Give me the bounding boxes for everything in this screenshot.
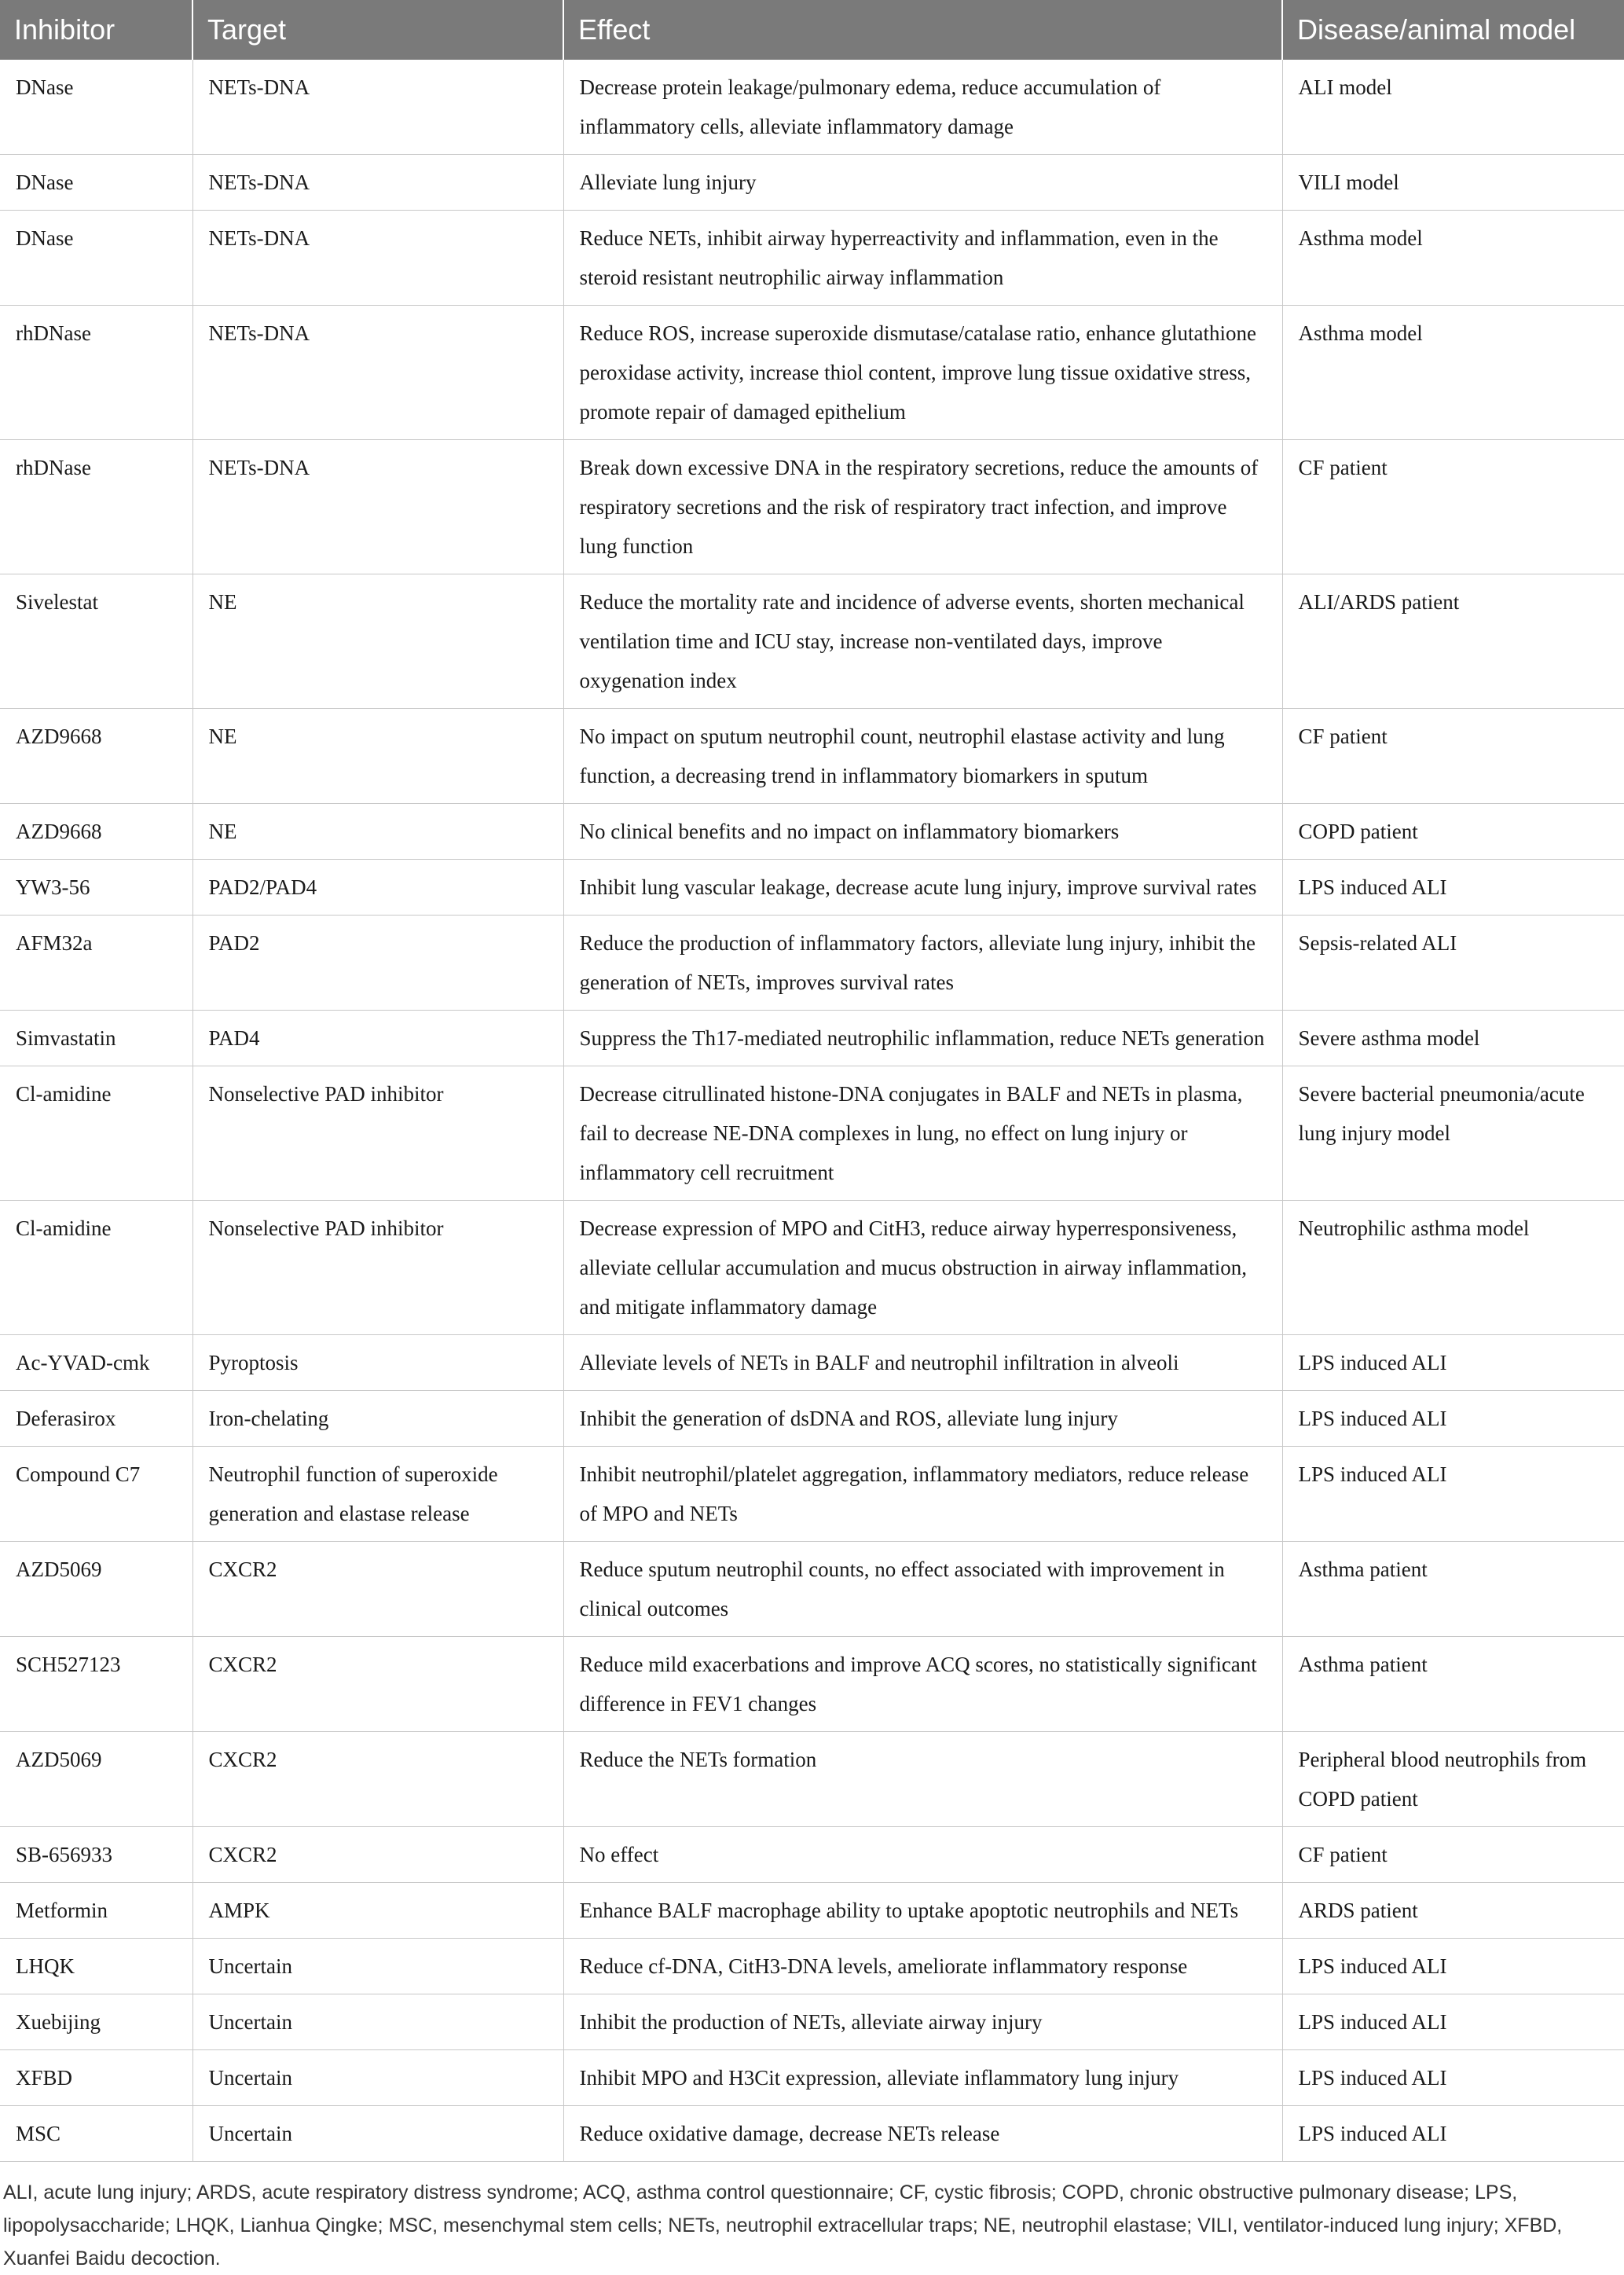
header-target: Target [192,0,563,60]
cell-disease-model: LPS induced ALI [1282,1994,1624,2050]
cell-target: CXCR2 [192,1637,563,1732]
header-disease-model: Disease/animal model [1282,0,1624,60]
cell-target: NETs-DNA [192,60,563,155]
cell-inhibitor: Compound C7 [0,1447,192,1542]
cell-effect: Alleviate levels of NETs in BALF and neutrophil infiltration in alveoli [563,1335,1282,1391]
table-row [0,1447,1624,1542]
cell-disease-model: LPS induced ALI [1282,1939,1624,1994]
table-row [0,1335,1624,1391]
cell-disease-model: Peripheral blood neutrophils from COPD patient [1282,1732,1624,1827]
cell-inhibitor: SB-656933 [0,1827,192,1883]
cell-target: Uncertain [192,1994,563,2050]
table-row [0,60,1624,155]
cell-disease-model: LPS induced ALI [1282,1335,1624,1391]
table-row [0,1011,1624,1066]
table-row [0,1201,1624,1335]
cell-effect: Reduce mild exacerbations and improve ACQ scores, no statistically significant difference in FEV1 changes [563,1637,1282,1732]
cell-disease-model: Asthma patient [1282,1542,1624,1637]
cell-target: Pyroptosis [192,1335,563,1391]
table-row [0,2050,1624,2106]
cell-effect: Decrease citrullinated histone-DNA conjugates in BALF and NETs in plasma, fail to decrease NE-DNA complexes in lung, no effect on lung injury or inflammatory cell recruitment [563,1066,1282,1201]
cell-effect: Inhibit neutrophil/platelet aggregation, inflammatory mediators, reduce release of MPO and NETs [563,1447,1282,1542]
cell-inhibitor: AZD5069 [0,1732,192,1827]
table-row [0,155,1624,211]
cell-disease-model: ARDS patient [1282,1883,1624,1939]
table-row [0,1066,1624,1201]
cell-effect: Inhibit MPO and H3Cit expression, alleviate inflammatory lung injury [563,2050,1282,2106]
table-row [0,2106,1624,2162]
cell-disease-model: ALI/ARDS patient [1282,574,1624,709]
cell-target: NETs-DNA [192,155,563,211]
table-row [0,1542,1624,1637]
table-row [0,804,1624,860]
table-row [0,211,1624,306]
cell-target: PAD2 [192,916,563,1011]
cell-effect: Inhibit lung vascular leakage, decrease acute lung injury, improve survival rates [563,860,1282,916]
cell-effect: Reduce the production of inflammatory factors, alleviate lung injury, inhibit the generation of NETs, improves survival rates [563,916,1282,1011]
cell-target: Uncertain [192,2050,563,2106]
table-row [0,1391,1624,1447]
cell-target: Iron-chelating [192,1391,563,1447]
cell-inhibitor: rhDNase [0,306,192,440]
cell-effect: Suppress the Th17-mediated neutrophilic inflammation, reduce NETs generation [563,1011,1282,1066]
cell-effect: Reduce the mortality rate and incidence of adverse events, shorten mechanical ventilation time and ICU stay, increase non-ventilated days, improve oxygenation index [563,574,1282,709]
cell-target: Uncertain [192,2106,563,2162]
cell-effect: Inhibit the generation of dsDNA and ROS, alleviate lung injury [563,1391,1282,1447]
cell-target: NETs-DNA [192,440,563,574]
cell-effect: Inhibit the production of NETs, alleviate airway injury [563,1994,1282,2050]
cell-disease-model: VILI model [1282,155,1624,211]
table-row [0,1994,1624,2050]
cell-target: Neutrophil function of superoxide generation and elastase release [192,1447,563,1542]
cell-target: PAD2/PAD4 [192,860,563,916]
cell-target: Nonselective PAD inhibitor [192,1201,563,1335]
cell-effect: Reduce sputum neutrophil counts, no effect associated with improvement in clinical outcomes [563,1542,1282,1637]
table-header [0,0,1624,60]
header-inhibitor: Inhibitor [0,0,192,60]
cell-inhibitor: Cl-amidine [0,1201,192,1335]
cell-inhibitor: DNase [0,211,192,306]
cell-disease-model: LPS induced ALI [1282,1391,1624,1447]
cell-target: NETs-DNA [192,211,563,306]
cell-inhibitor: YW3-56 [0,860,192,916]
cell-target: NETs-DNA [192,306,563,440]
cell-disease-model: COPD patient [1282,804,1624,860]
cell-inhibitor: Cl-amidine [0,1066,192,1201]
cell-disease-model: ALI model [1282,60,1624,155]
cell-inhibitor: MSC [0,2106,192,2162]
cell-inhibitor: DNase [0,60,192,155]
cell-inhibitor: Ac-YVAD-cmk [0,1335,192,1391]
cell-disease-model: Asthma model [1282,211,1624,306]
cell-disease-model: LPS induced ALI [1282,2106,1624,2162]
cell-inhibitor: XFBD [0,2050,192,2106]
cell-effect: Reduce oxidative damage, decrease NETs release [563,2106,1282,2162]
table-row [0,1637,1624,1732]
cell-inhibitor: Xuebijing [0,1994,192,2050]
cell-inhibitor: DNase [0,155,192,211]
table-row [0,1827,1624,1883]
table-row [0,916,1624,1011]
cell-effect: No clinical benefits and no impact on inflammatory biomarkers [563,804,1282,860]
cell-effect: Decrease expression of MPO and CitH3, reduce airway hyperresponsiveness, alleviate cellular accumulation and mucus obstruction in airway inflammation, and mitigate inflammatory damage [563,1201,1282,1335]
cell-effect: Decrease protein leakage/pulmonary edema, reduce accumulation of inflammatory cells, alleviate inflammatory damage [563,60,1282,155]
cell-disease-model: Severe bacterial pneumonia/acute lung injury model [1282,1066,1624,1201]
cell-disease-model: LPS induced ALI [1282,1447,1624,1542]
cell-disease-model: CF patient [1282,709,1624,804]
cell-inhibitor: SCH527123 [0,1637,192,1732]
table-row [0,1883,1624,1939]
cell-inhibitor: Deferasirox [0,1391,192,1447]
cell-effect: Enhance BALF macrophage ability to uptake apoptotic neutrophils and NETs [563,1883,1282,1939]
cell-inhibitor: AFM32a [0,916,192,1011]
cell-disease-model: Asthma model [1282,306,1624,440]
cell-effect: No impact on sputum neutrophil count, neutrophil elastase activity and lung function, a decreasing trend in inflammatory biomarkers in sputum [563,709,1282,804]
table-row [0,860,1624,916]
cell-disease-model: CF patient [1282,440,1624,574]
cell-target: NE [192,709,563,804]
cell-target: NE [192,574,563,709]
cell-disease-model: Asthma patient [1282,1637,1624,1732]
cell-disease-model: LPS induced ALI [1282,860,1624,916]
table-row [0,440,1624,574]
table-row [0,306,1624,440]
cell-disease-model: LPS induced ALI [1282,2050,1624,2106]
cell-target: PAD4 [192,1011,563,1066]
table-footnote: ALI, acute lung injury; ARDS, acute respiratory distress syndrome; ACQ, asthma control questionnaire; CF, cystic fibrosis; COPD, chronic obstructive pulmonary disease; LPS, lipopolysaccharide; LHQK, Lianhua Qingke; MSC, mesenchymal stem cells; NETs, neutrophil extracellular traps; NE, neutrophil elastase; VILI, ventilator-induced lung injury; XFBD, Xuanfei Baidu decoction. [3,2181,1563,2269]
cell-effect: Alleviate lung injury [563,155,1282,211]
cell-inhibitor: rhDNase [0,440,192,574]
cell-effect: Reduce ROS, increase superoxide dismutase/catalase ratio, enhance glutathione peroxidase activity, increase thiol content, improve lung tissue oxidative stress, promote repair of damaged epithelium [563,306,1282,440]
cell-disease-model: Severe asthma model [1282,1011,1624,1066]
table-row [0,1939,1624,1994]
header-effect: Effect [563,0,1282,60]
cell-inhibitor: Simvastatin [0,1011,192,1066]
cell-target: CXCR2 [192,1542,563,1637]
cell-inhibitor: LHQK [0,1939,192,1994]
cell-target: CXCR2 [192,1732,563,1827]
cell-target: NE [192,804,563,860]
cell-effect: Reduce the NETs formation [563,1732,1282,1827]
table-body [0,60,1624,2162]
cell-effect: Reduce NETs, inhibit airway hyperreactivity and inflammation, even in the steroid resistant neutrophilic airway inflammation [563,211,1282,306]
cell-effect: Break down excessive DNA in the respiratory secretions, reduce the amounts of respiratory secretions and the risk of respiratory tract infection, and improve lung function [563,440,1282,574]
cell-disease-model: CF patient [1282,1827,1624,1883]
cell-inhibitor: AZD5069 [0,1542,192,1637]
cell-inhibitor: Metformin [0,1883,192,1939]
cell-target: Uncertain [192,1939,563,1994]
table-row [0,1732,1624,1827]
cell-target: Nonselective PAD inhibitor [192,1066,563,1201]
cell-target: CXCR2 [192,1827,563,1883]
header-row [0,0,1624,60]
cell-disease-model: Sepsis-related ALI [1282,916,1624,1011]
cell-inhibitor: Sivelestat [0,574,192,709]
cell-effect: Reduce cf-DNA, CitH3-DNA levels, ameliorate inflammatory response [563,1939,1282,1994]
cell-effect: No effect [563,1827,1282,1883]
cell-inhibitor: AZD9668 [0,804,192,860]
cell-inhibitor: AZD9668 [0,709,192,804]
cell-disease-model: Neutrophilic asthma model [1282,1201,1624,1335]
table-row [0,709,1624,804]
cell-target: AMPK [192,1883,563,1939]
table-row [0,574,1624,709]
